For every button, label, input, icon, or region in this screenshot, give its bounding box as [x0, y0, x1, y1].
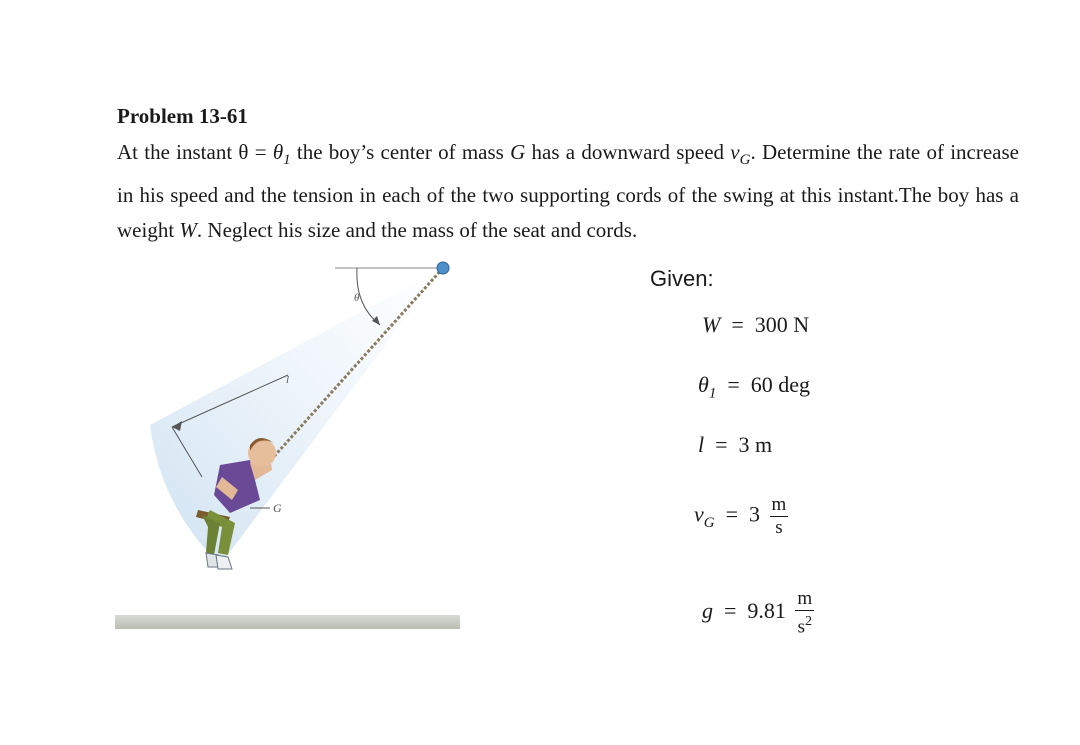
problem-statement: At the instant $\theta = \theta_1$ the boy’s center of mass G has a downward speed $v_G$. Determine the rate of increase in his speed and the tension in each of the two supporting cords of the swing at this instant.The boy has a weight W. Neglect his size and the mass of the seat and cords. — [117, 140, 1019, 243]
pivot-point — [437, 262, 449, 274]
motion-sweep — [150, 268, 443, 565]
swing-figure — [110, 255, 470, 645]
ground — [115, 615, 460, 629]
given-theta1: $\theta_1 = 60$ deg — [698, 372, 810, 402]
length-label: l — [286, 374, 290, 386]
theta-label: θ — [354, 292, 360, 304]
given-block — [650, 262, 950, 662]
given-weight: W = 300 N — [702, 312, 810, 337]
problem-title: Problem 13-61 — [117, 104, 248, 128]
given-gravity: g = 9.81 $\frac{m}{s^2}$ — [702, 588, 813, 638]
given-velocity: $v_G = 3$ $\frac{m}{s}$ — [694, 494, 787, 538]
given-label: Given: — [650, 266, 714, 291]
given-length: l = 3 m — [698, 432, 773, 457]
center-of-mass-label: G — [273, 501, 282, 515]
